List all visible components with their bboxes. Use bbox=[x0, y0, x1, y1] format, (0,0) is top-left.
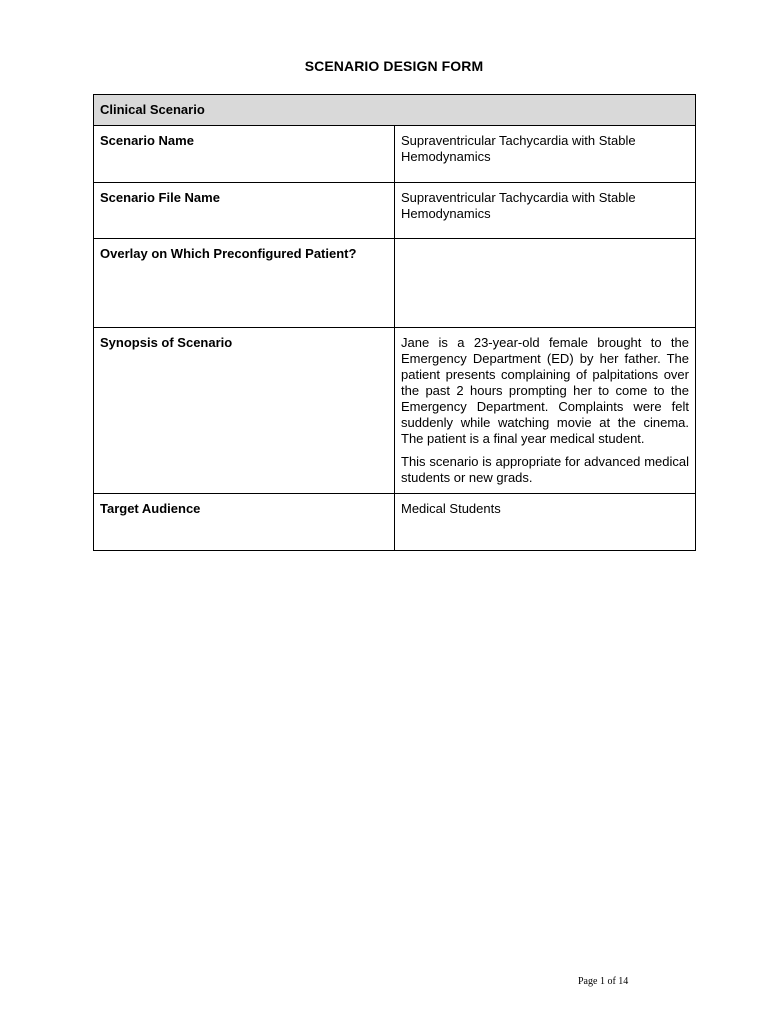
scenario-name-label: Scenario Name bbox=[94, 126, 395, 183]
synopsis-label: Synopsis of Scenario bbox=[94, 328, 395, 494]
synopsis-paragraph: This scenario is appropriate for advanced medical students or new grads. bbox=[401, 454, 689, 485]
scenario-file-name-label: Scenario File Name bbox=[94, 183, 395, 239]
table-row bbox=[94, 239, 696, 328]
section-header: Clinical Scenario bbox=[94, 95, 696, 126]
scenario-file-name-value: Supraventricular Tachycardia with Stable Hemodynamics bbox=[395, 183, 696, 239]
overlay-patient-value bbox=[395, 239, 696, 328]
page-number: Page 1 of 14 bbox=[578, 976, 629, 987]
target-audience-value: Medical Students bbox=[395, 494, 696, 551]
table-row bbox=[94, 328, 696, 494]
scenario-form-table bbox=[93, 94, 696, 551]
target-audience-label: Target Audience bbox=[94, 494, 395, 551]
table-row bbox=[94, 126, 696, 183]
synopsis-paragraph: Jane is a 23-year-old female brought to the Emergency Department (ED) by her father. The patient presents complaining of palpitations over the past 2 hours prompting her to come to the Emergency Department. Complaints were felt suddenly while watching movie at the cinema. The patient is a final year medical student. bbox=[401, 335, 689, 446]
table-header-row bbox=[94, 95, 696, 126]
table-row bbox=[94, 183, 696, 239]
scenario-name-value: Supraventricular Tachycardia with Stable Hemodynamics bbox=[395, 126, 696, 183]
synopsis-value bbox=[395, 328, 696, 494]
overlay-patient-label: Overlay on Which Preconfigured Patient? bbox=[94, 239, 395, 328]
document-title: SCENARIO DESIGN FORM bbox=[304, 58, 484, 74]
table-row bbox=[94, 494, 696, 551]
